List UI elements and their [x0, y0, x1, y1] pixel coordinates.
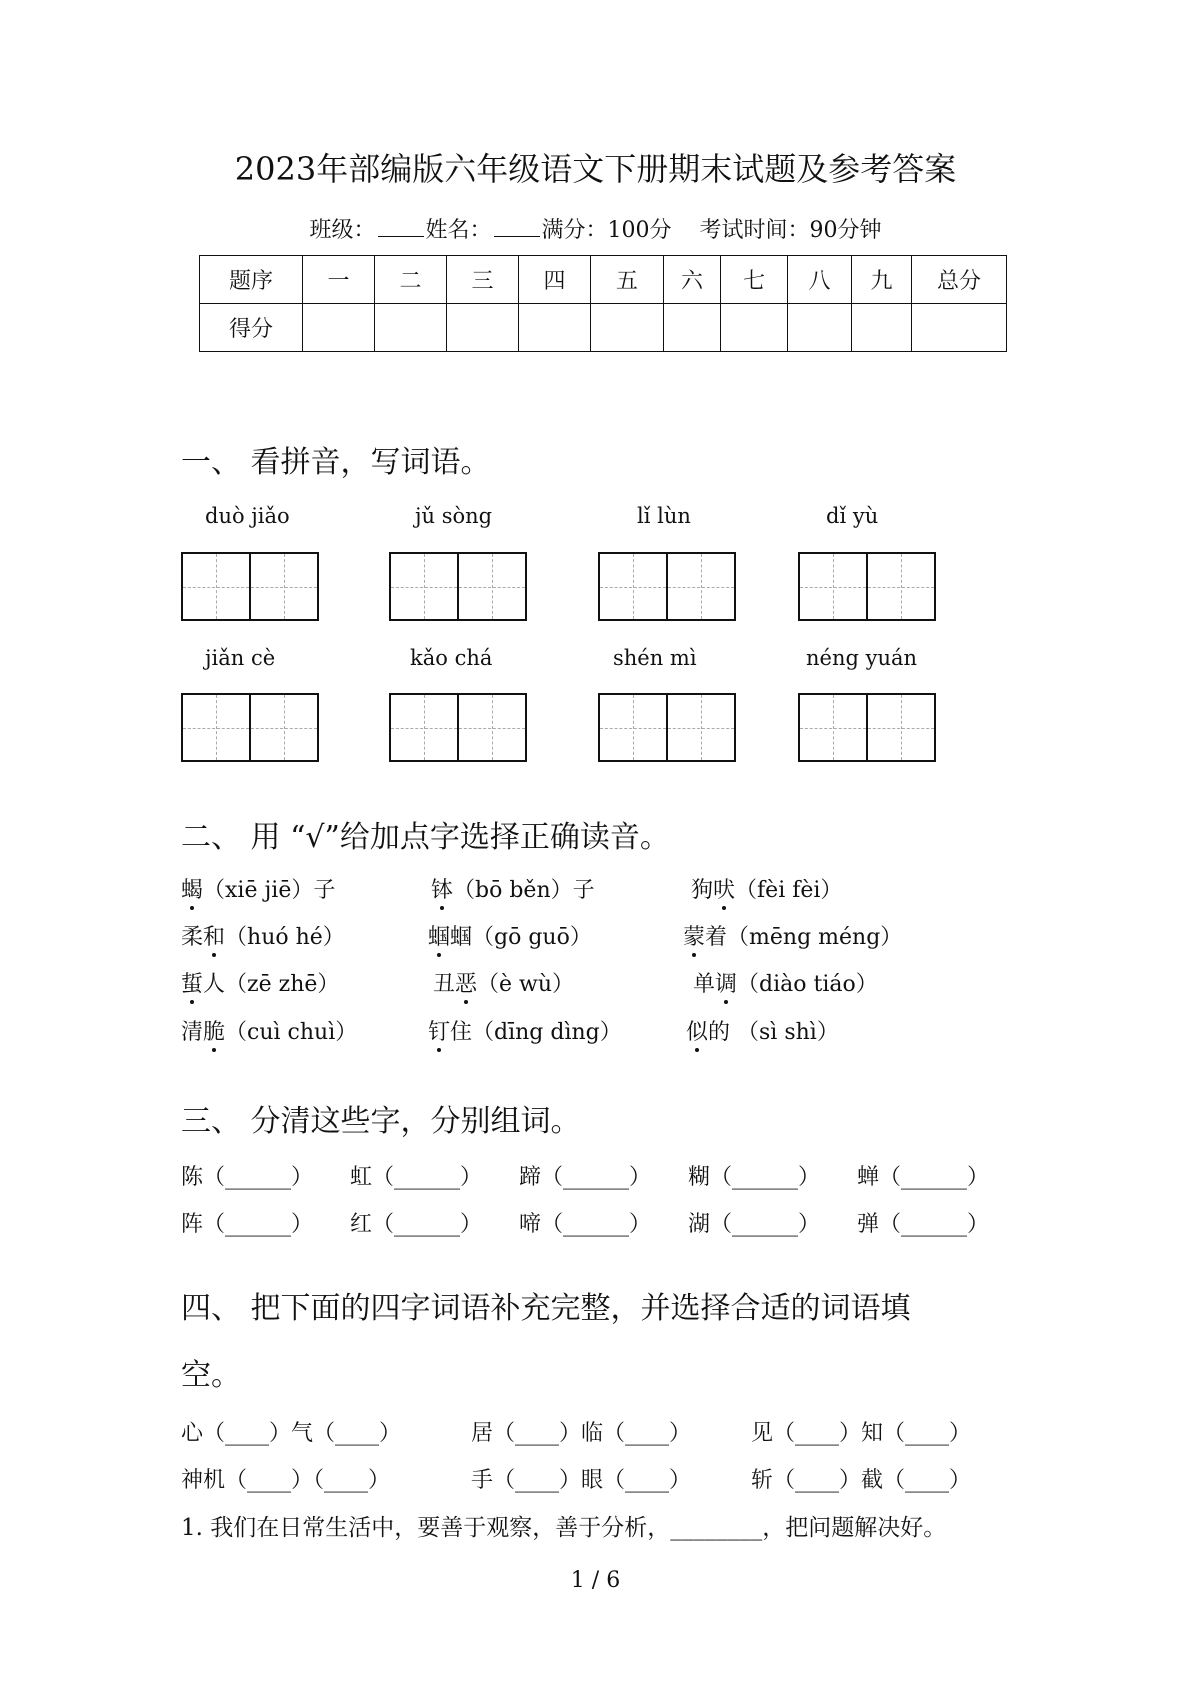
dotted-char: 吠 [713, 878, 736, 903]
pron-item [181, 920, 345, 951]
pron-item [686, 1015, 839, 1046]
score-cell[interactable] [519, 304, 591, 352]
word-group-item[interactable]: 糊（______） [688, 1165, 821, 1190]
word-group-item[interactable]: 蝉（______） [857, 1165, 990, 1190]
idiom-item[interactable]: 手（____）眼（____） [471, 1468, 692, 1493]
pron-text: 着（mēng méng） [705, 925, 903, 950]
pron-text: 蝈（gō guō） [450, 925, 592, 950]
dotted-char: 钵 [431, 878, 454, 903]
section-1-title: 一、 看拼音，写词语。 [181, 445, 491, 480]
dotted-char: 蒙 [683, 925, 706, 950]
pron-item [181, 873, 335, 904]
pron-text: （è wù） [477, 972, 575, 997]
pinyin-label: duò jiǎo [205, 504, 290, 528]
score-table-header-row [200, 256, 1007, 304]
score-row-label: 得分 [200, 304, 303, 352]
pron-item [693, 967, 878, 998]
writing-grid[interactable] [389, 552, 527, 621]
pron-text: （diào tiáo） [737, 972, 878, 997]
word-group-item[interactable]: 陈（______） [181, 1165, 314, 1190]
pron-text: （xiē jiē）子 [203, 878, 336, 903]
score-cell[interactable] [721, 304, 788, 352]
dotted-char: 蜇 [181, 972, 204, 997]
pron-item [433, 967, 574, 998]
pron-item [428, 1015, 622, 1046]
pinyin-label: jiǎn cè [205, 646, 276, 670]
score-col-5: 五 [591, 256, 664, 304]
page-number: 1 / 6 [570, 1568, 621, 1593]
idiom-item[interactable]: 居（____）临（____） [471, 1421, 692, 1446]
writing-grid[interactable] [598, 552, 736, 621]
writing-grid[interactable] [389, 693, 527, 762]
word-group-item[interactable]: 湖（______） [688, 1212, 821, 1237]
word-group-item[interactable]: 阵（______） [181, 1212, 314, 1237]
pinyin-label: kǎo chá [410, 646, 493, 670]
pron-item [691, 873, 842, 904]
word-group-item[interactable]: 虹（______） [350, 1165, 483, 1190]
section-4-title: 四、 把下面的四字词语补充完整，并选择合适的词语填 [181, 1291, 911, 1326]
score-table [199, 255, 1007, 352]
score-cell[interactable] [303, 304, 375, 352]
pinyin-label: néng yuán [806, 646, 918, 670]
pron-item [431, 873, 595, 904]
pron-text: （bō běn）子 [453, 878, 595, 903]
score-col-1: 一 [303, 256, 375, 304]
score-col-4: 四 [519, 256, 591, 304]
writing-grid[interactable] [181, 693, 319, 762]
writing-grid[interactable] [798, 693, 936, 762]
idiom-item[interactable]: 心（____）气（____） [181, 1421, 402, 1446]
dotted-char: 钉 [428, 1020, 451, 1045]
dotted-char: 和 [203, 925, 226, 950]
dotted-char: 脆 [203, 1020, 226, 1045]
dotted-char: 恶 [455, 972, 478, 997]
class-blank[interactable] [378, 218, 424, 237]
pron-text: （cuì chuì） [225, 1020, 358, 1045]
exam-time: 考试时间：90分钟 [699, 218, 882, 243]
writing-grid[interactable] [181, 552, 319, 621]
score-col-2: 二 [375, 256, 447, 304]
page-title: 2023年部编版六年级语文下册期末试题及参考答案 [234, 150, 957, 188]
score-col-9: 九 [852, 256, 912, 304]
writing-grid[interactable] [798, 552, 936, 621]
pron-item [683, 920, 902, 951]
class-label: 班级： [309, 218, 376, 243]
pron-text: （huó hé） [225, 925, 345, 950]
pron-text: 住（dīng dìng） [450, 1020, 622, 1045]
pron-text: 的 （sì shì） [708, 1020, 839, 1045]
full-score: 满分：100分 [541, 218, 672, 243]
pinyin-label: shén mì [613, 646, 697, 670]
pron-text: 单 [693, 972, 716, 997]
section-2-title: 二、 用 “√”给加点字选择正确读音。 [181, 820, 670, 855]
pron-text: （fèi fèi） [735, 878, 843, 903]
pron-text: 柔 [181, 925, 204, 950]
dotted-char: 调 [715, 972, 738, 997]
student-info-line [0, 213, 1191, 244]
word-group-item[interactable]: 红（______） [350, 1212, 483, 1237]
score-cell[interactable] [788, 304, 852, 352]
score-cell[interactable] [375, 304, 447, 352]
name-label: 姓名： [425, 218, 492, 243]
score-col-7: 七 [721, 256, 788, 304]
dotted-char: 蝈 [428, 925, 451, 950]
score-col-8: 八 [788, 256, 852, 304]
pron-text: 人（zē zhē） [203, 972, 340, 997]
score-table-header-label: 题序 [200, 256, 303, 304]
score-cell[interactable] [852, 304, 912, 352]
pron-item [428, 920, 592, 951]
pron-text: 丑 [433, 972, 456, 997]
word-group-item[interactable]: 蹄（______） [519, 1165, 652, 1190]
score-col-total: 总分 [912, 256, 1007, 304]
pinyin-label: dǐ yù [826, 504, 879, 528]
score-col-6: 六 [664, 256, 721, 304]
dotted-char: 似 [686, 1020, 709, 1045]
idiom-item[interactable]: 神机（____）（____） [181, 1468, 391, 1493]
question-1: 1. 我们在日常生活中，要善于观察，善于分析，________，把问题解决好。 [181, 1515, 947, 1541]
pron-item [181, 967, 339, 998]
score-cell[interactable] [591, 304, 664, 352]
pron-text: 清 [181, 1020, 204, 1045]
word-group-item[interactable]: 弹（______） [857, 1212, 990, 1237]
score-cell[interactable] [447, 304, 519, 352]
section-4-title-cont: 空。 [181, 1358, 241, 1393]
pron-item [181, 1015, 357, 1046]
word-group-item[interactable]: 啼（______） [519, 1212, 652, 1237]
section-3-title: 三、 分清这些字，分别组词。 [181, 1104, 581, 1139]
score-table-score-row [200, 304, 1007, 352]
pinyin-label: jǔ sòng [415, 504, 493, 528]
pron-text: 狗 [691, 878, 714, 903]
idiom-item[interactable]: 见（____）知（____） [751, 1421, 972, 1446]
dotted-char: 蝎 [181, 878, 204, 903]
score-col-3: 三 [447, 256, 519, 304]
writing-grid[interactable] [598, 693, 736, 762]
name-blank[interactable] [494, 218, 540, 237]
idiom-item[interactable]: 斩（____）截（____） [751, 1468, 972, 1493]
pinyin-label: lǐ lùn [637, 504, 691, 528]
score-cell[interactable] [664, 304, 721, 352]
score-cell[interactable] [912, 304, 1007, 352]
